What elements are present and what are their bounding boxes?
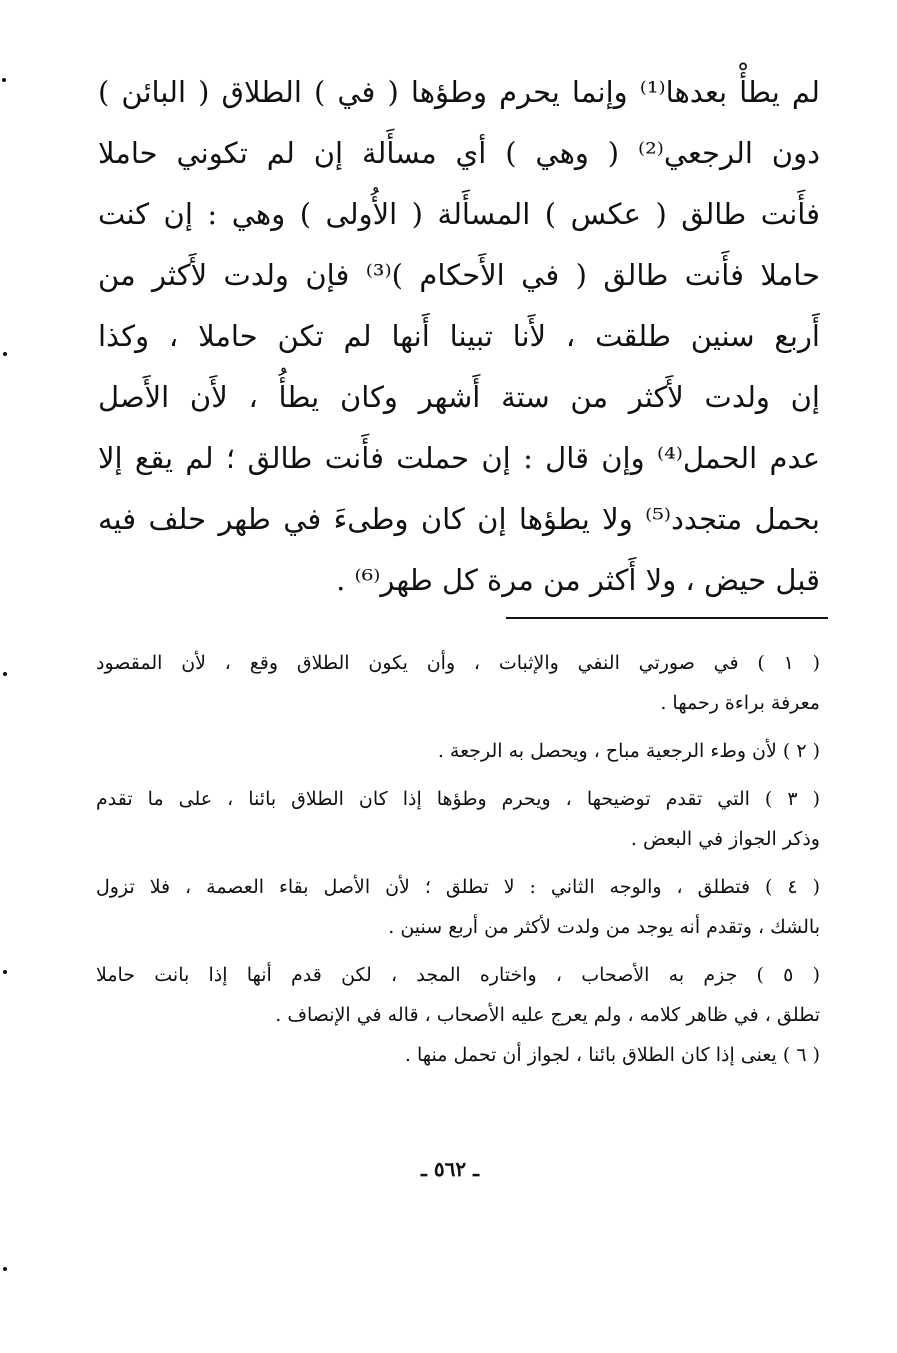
footnote-5	[96, 955, 820, 1035]
scan-speck	[3, 352, 7, 356]
main-text-line: قبل حيض ، ولا أَكثر من مرة كل طهر⁽⁶⁾ .	[336, 563, 820, 597]
main-text-line: فأَنت طالق ( عكس ) المسأَلة ( الأُولى ) وهي : إن كنت	[98, 197, 820, 231]
footnote-line: وذكر الجواز في البعض .	[630, 828, 820, 850]
scan-speck	[3, 970, 7, 974]
footnote-line: ( ٤ ) فتطلق ، والوجه الثاني : لا تطلق ؛ لأن الأصل بقاء العصمة ، فلا تزول	[96, 876, 820, 898]
footnote-line: ( ٦ ) يعنى إذا كان الطلاق بائنا ، لجواز أن تحمل منها .	[404, 1044, 820, 1066]
footnote-1	[96, 643, 820, 723]
footnote-divider	[506, 617, 828, 619]
footnote-3	[96, 779, 820, 859]
main-text-line: دون الرجعي⁽²⁾ ( وهي ) أي مسأَلة إن لم تكوني حاملا	[98, 136, 820, 170]
footnote-line: معرفة براءة رحمها .	[660, 692, 820, 714]
main-text-line: بحمل متجدد⁽⁵⁾ ولا يطؤها إن كان وطىءَ في طهر حلف فيه	[98, 502, 820, 536]
footnote-line: بالشك ، وتقدم أنه يوجد من ولدت لأكثر من أربع سنين .	[388, 916, 820, 938]
main-text-line: أَربع سنين طلقت ، لأَنا تبينا أَنها لم تكن حاملا ، وكذا	[98, 319, 820, 353]
footnote-line: تطلق ، في ظاهر كلامه ، ولم يعرج عليه الأصحاب ، قاله في الإنصاف .	[275, 1004, 820, 1026]
main-text-line: لم يطأْ بعدها⁽¹⁾ وإنما يحرم وطؤها ( في ) الطلاق ( البائن )	[98, 75, 820, 109]
footnote-6	[96, 1035, 820, 1075]
footnotes-block	[96, 643, 820, 1075]
scan-speck	[2, 78, 6, 82]
footnote-line: ( ١ ) في صورتي النفي والإثبات ، وأن يكون الطلاق وقع ، لأن المقصود	[96, 652, 820, 674]
footnote-line: ( ٣ ) التي تقدم توضيحها ، ويحرم وطؤها إذا كان الطلاق بائنا ، على ما تقدم	[96, 788, 820, 810]
main-text-line: إن ولدت لأَكثر من ستة أَشهر وكان يطأُ ، لأَن الأَصل	[98, 380, 820, 414]
scan-speck	[3, 1267, 7, 1271]
main-text-block	[98, 62, 820, 611]
footnote-line: ( ٢ ) لأن وطء الرجعية مباح ، ويحصل به الرجعة .	[437, 740, 820, 762]
footnote-2	[96, 731, 820, 771]
footnote-4	[96, 867, 820, 947]
main-text-line: عدم الحمل⁽⁴⁾ وإن قال : إن حملت فأَنت طالق ؛ لم يقع إلا	[98, 441, 820, 475]
page-number: ـ ٥٦٢ ـ	[421, 1157, 479, 1181]
scan-speck	[3, 672, 7, 676]
main-text-line: حاملا فأَنت طالق ( في الأَحكام )⁽³⁾ فإن ولدت لأَكثر من	[98, 258, 820, 292]
footnote-line: ( ٥ ) جزم به الأصحاب ، واختاره المجد ، لكن قدم أنها إذا بانت حاملا	[96, 964, 820, 986]
